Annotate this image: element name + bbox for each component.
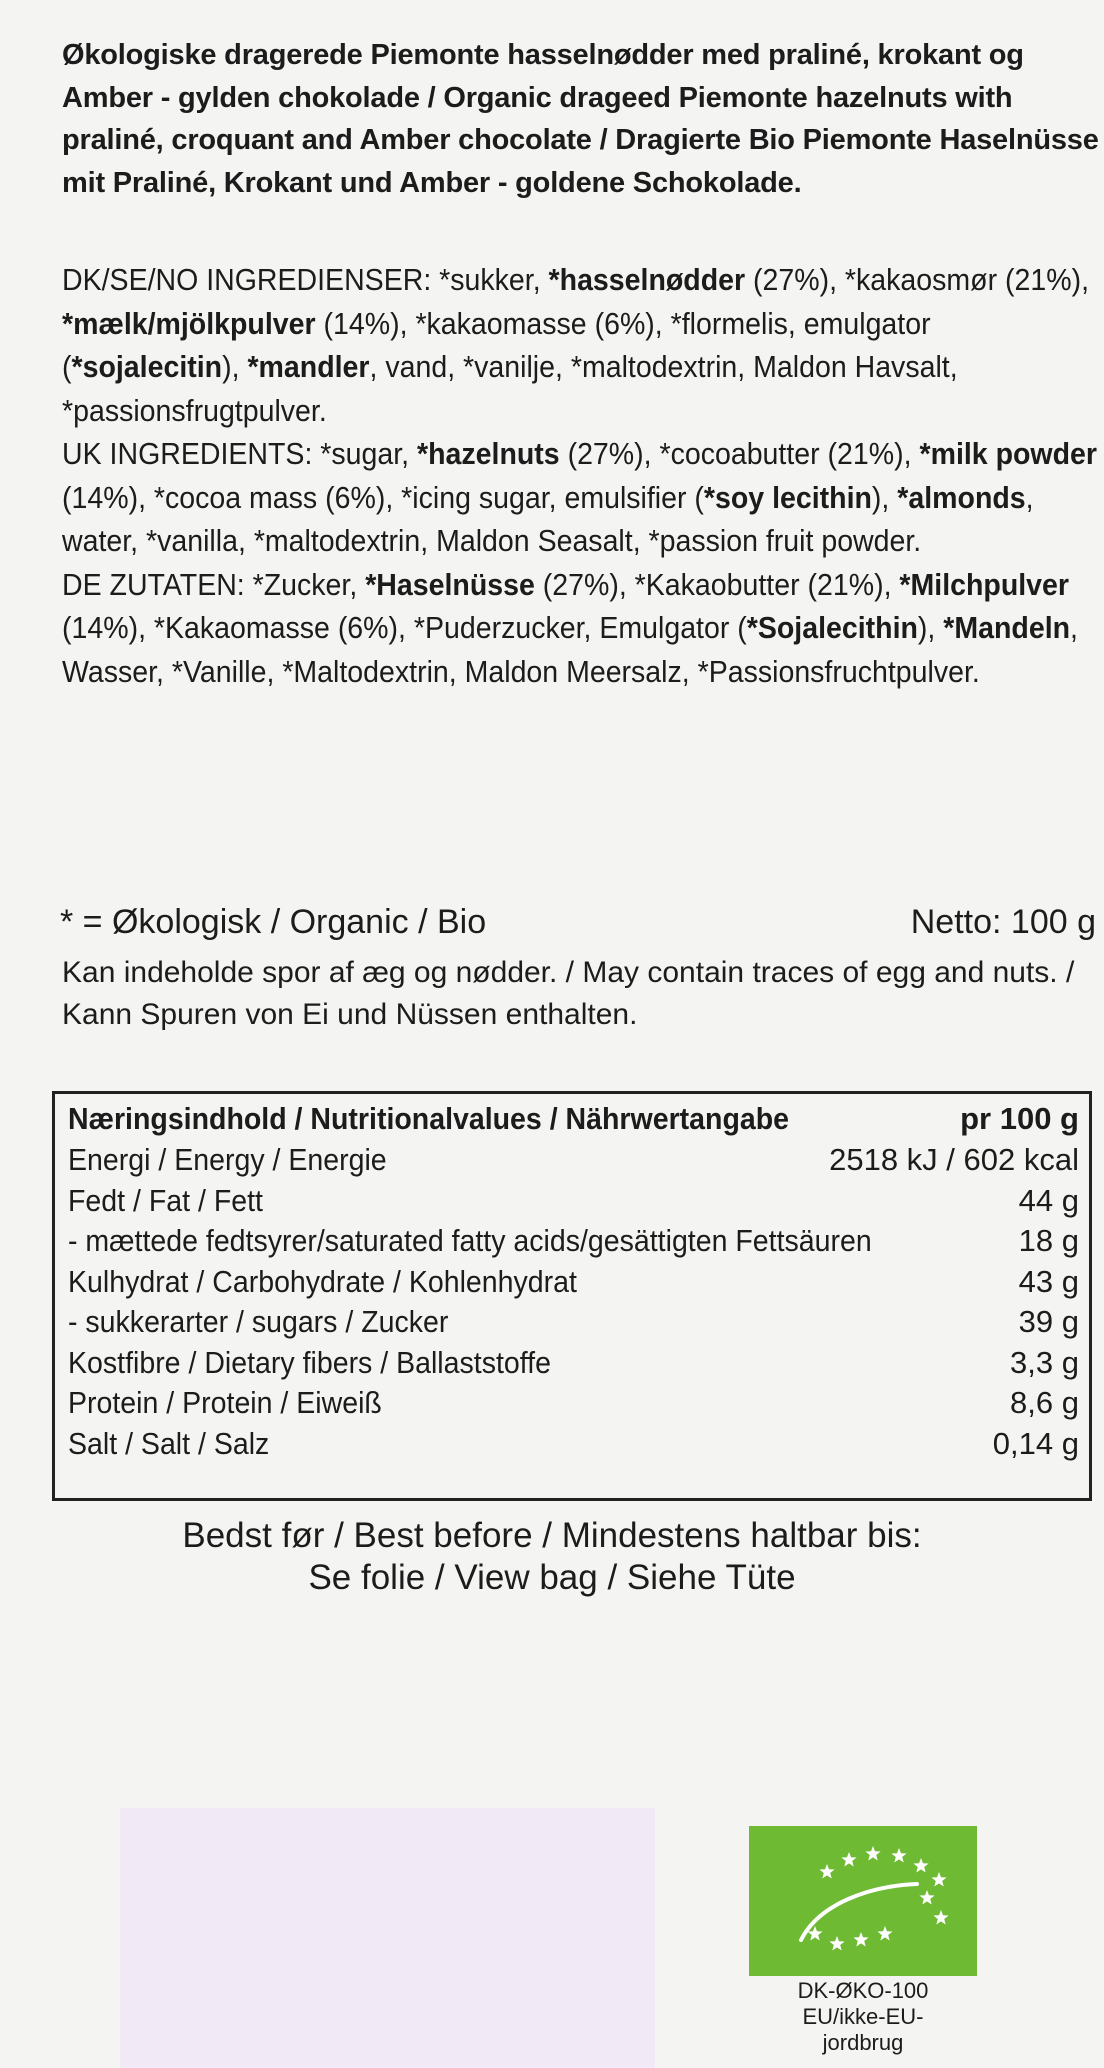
allergen-ingredient: *Mandeln — [943, 610, 1071, 645]
ingredient-text: (27%), *kakaosmør (21%), — [745, 262, 1090, 297]
ingredient-text: (14%), *kakaomasse (6%), *flormelis, emulgator ( — [62, 305, 931, 384]
nutrient-label: - mættede fedtsyrer/saturated fatty acids/gesättigten Fettsäuren — [68, 1223, 872, 1258]
allergen-ingredient: *hasselnødder — [548, 262, 746, 297]
organic-code-line3: jordbrug — [822, 2030, 904, 2055]
ingredient-text: DK/SE/NO INGREDIENSER: *sukker, — [62, 262, 549, 297]
nutrition-rows — [68, 1140, 1079, 1464]
nutrient-label: Fedt / Fat / Fett — [68, 1182, 263, 1218]
best-before-line2: Se folie / View bag / Siehe Tüte — [308, 1558, 796, 1597]
allergen-ingredient: *hazelnuts — [417, 436, 560, 471]
nutrient-value: 8,6 g — [1010, 1385, 1079, 1420]
ingredient-text: ), — [222, 349, 248, 384]
organic-code-line2: EU/ikke-EU- — [802, 2004, 924, 2029]
nutrition-row — [68, 1262, 1079, 1303]
star-icon — [877, 1926, 892, 1941]
best-before — [0, 1515, 1104, 1599]
nutrient-value: 18 g — [1018, 1223, 1079, 1258]
ingredient-text: , vand, *vanilje, *maltodextrin, Maldon Havsalt, *passionsfrugtpulver. — [62, 349, 958, 428]
date-sticker — [120, 1808, 655, 2068]
nutrition-table — [52, 1091, 1092, 1501]
ingredient-text: DE ZUTATEN: *Zucker, — [62, 566, 366, 602]
nutrition-header — [68, 1098, 1079, 1140]
legend-row — [60, 902, 1096, 942]
ingredient-text: ), — [871, 479, 898, 515]
eu-organic-leaf-icon — [749, 1826, 977, 1976]
ingredient-text: ), — [917, 610, 944, 645]
allergen-ingredient: *sojalecitin — [71, 349, 223, 384]
allergen-ingredient: *Haselnüsse — [365, 566, 535, 602]
ingredient-text: (27%), *cocoabutter (21%), — [559, 436, 920, 471]
allergen-ingredient: *almonds — [897, 479, 1026, 515]
organic-control-code — [720, 1978, 1006, 2056]
organic-code-line1: DK-ØKO-100 — [797, 1978, 929, 2003]
ingredients-uk — [62, 432, 1104, 563]
allergen-traces: Kan indeholde spor af æg og nødder. / May contain traces of egg and nuts. / Kann Spuren von Ei und Nüssen enthalten. — [62, 956, 1075, 1031]
nutrition-row — [68, 1181, 1079, 1222]
star-icon — [919, 1890, 934, 1905]
nutrition-row — [68, 1302, 1079, 1343]
nutrition-row — [68, 1383, 1079, 1424]
star-icon — [913, 1858, 928, 1873]
nutrient-label: Salt / Salt / Salz — [68, 1425, 270, 1461]
ingredients-dk — [62, 258, 1104, 432]
nutrient-label: Protein / Protein / Eiweiß — [68, 1385, 382, 1420]
star-icon — [865, 1846, 880, 1861]
nutrient-label: Kostfibre / Dietary fibers / Ballaststoffe — [68, 1344, 551, 1380]
nutrition-header-label: Næringsindhold / Nutritionalvalues / Nährwertangabe — [68, 1101, 790, 1136]
allergen-ingredient: *mælk/mjölkpulver — [62, 305, 316, 341]
ingredient-text: UK INGREDIENTS: *sugar, — [62, 436, 418, 471]
nutrition-row — [68, 1343, 1079, 1384]
nutrient-value: 43 g — [1018, 1263, 1079, 1299]
star-icon — [853, 1932, 868, 1947]
best-before-line1: Bedst før / Best before / Mindestens haltbar bis: — [182, 1516, 922, 1555]
nutrient-value: 39 g — [1018, 1304, 1079, 1339]
ingredients-de — [62, 563, 1104, 694]
organic-note: * = Økologisk / Organic / Bio — [60, 903, 487, 941]
nutrient-label: - sukkerarter / sugars / Zucker — [68, 1304, 449, 1339]
ingredient-text: (14%), *cocoa mass (6%), *icing sugar, emulsifier ( — [62, 479, 704, 515]
star-icon — [931, 1872, 946, 1887]
ingredient-text: , water, *vanilla, *maltodextrin, Maldon Seasalt, *passion fruit powder. — [62, 479, 1034, 558]
star-icon — [829, 1936, 844, 1951]
ingredient-text: , Wasser, *Vanille, *Maltodextrin, Maldon Meersalz, *Passionsfruchtpulver. — [62, 610, 1078, 689]
ingredient-text: (14%), *Kakaomasse (6%), *Puderzucker, Emulgator ( — [62, 610, 747, 645]
nutrition-header-unit: pr 100 g — [960, 1101, 1079, 1136]
star-icon — [933, 1910, 948, 1925]
ingredient-text: (27%), *Kakaobutter (21%), — [534, 566, 900, 602]
nutrient-value: 44 g — [1018, 1182, 1079, 1218]
nutrition-row — [68, 1140, 1079, 1181]
nutrient-value: 3,3 g — [1010, 1344, 1079, 1380]
star-icon — [841, 1852, 856, 1867]
allergen-ingredient: *milk powder — [919, 436, 1097, 471]
nutrient-value: 0,14 g — [992, 1425, 1079, 1461]
allergen-ingredient: *Milchpulver — [899, 566, 1070, 602]
allergen-ingredient: *mandler — [247, 349, 370, 384]
net-weight: Netto: 100 g — [910, 903, 1096, 941]
allergen-ingredient: *soy lecithin — [703, 479, 872, 515]
nutrient-label: Kulhydrat / Carbohydrate / Kohlenhydrat — [68, 1263, 577, 1299]
star-icon — [819, 1864, 834, 1879]
nutrient-value: 2518 kJ / 602 kcal — [829, 1142, 1079, 1177]
ingredients-section — [62, 258, 1104, 693]
star-icon — [891, 1848, 906, 1863]
nutrition-row — [68, 1221, 1079, 1262]
allergen-ingredient: *Sojalecithin — [746, 610, 918, 645]
nutrient-label: Energi / Energy / Energie — [68, 1142, 387, 1177]
product-title: Økologiske dragerede Piemonte hasselnødder med praliné, krokant og Amber - gylden chokolade / Organic drageed Piemonte hazelnuts with praliné, croquant and Amber chocolate / Dragierte Bio Piemonte Haselnüsse mit Praliné, Krokant und Amber - goldene Schokolade. — [62, 39, 1099, 199]
nutrition-row — [68, 1424, 1079, 1465]
